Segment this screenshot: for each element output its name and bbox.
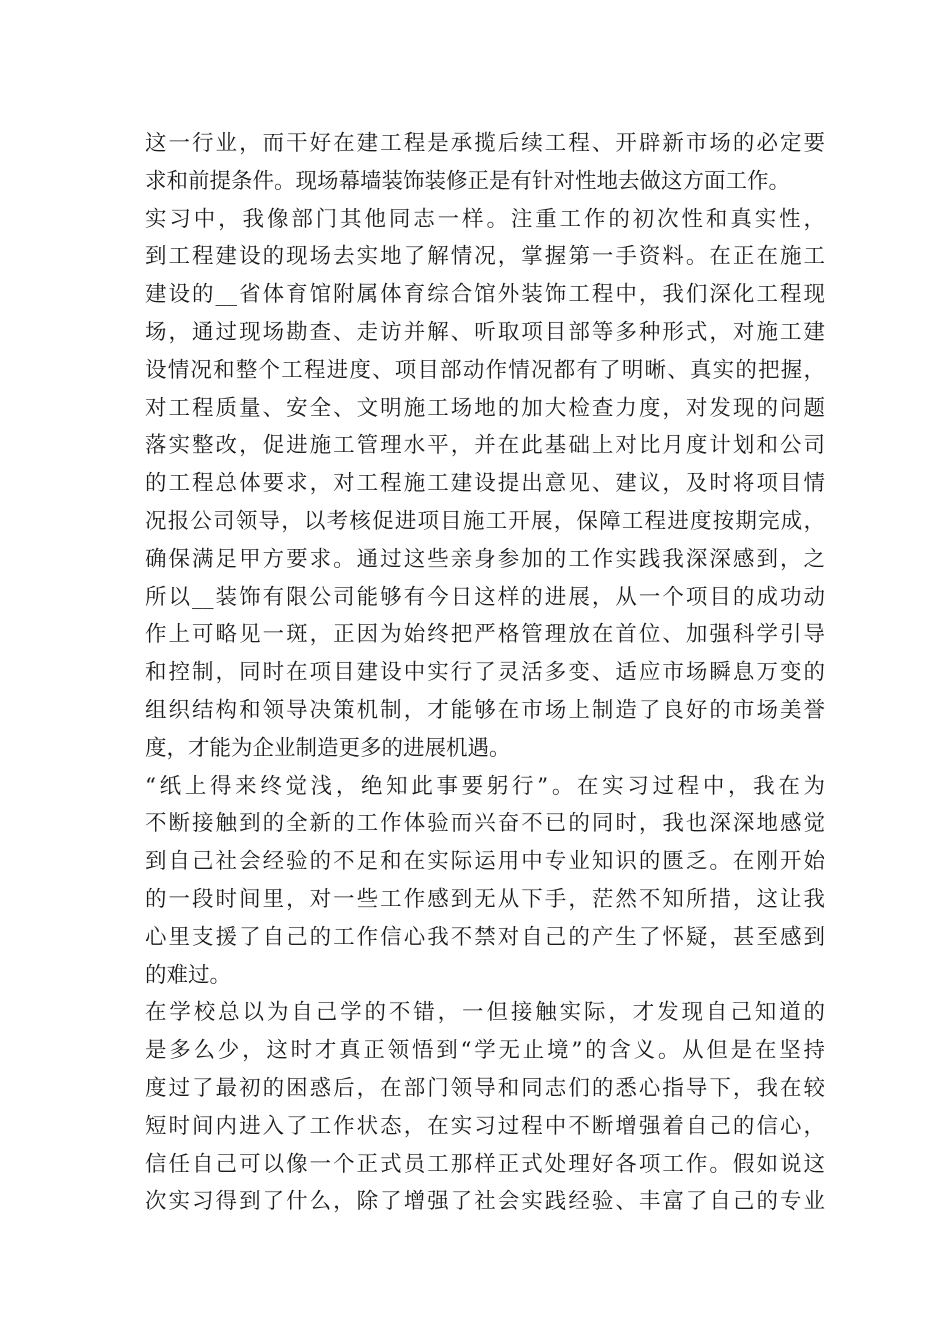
- text-line: 在学校总以为自己学的不错，一但接触实际，才发现自己知道的: [145, 1000, 825, 1026]
- document-body: [145, 125, 825, 1221]
- text-line: 的难过。: [145, 962, 232, 988]
- text-line: 所以__装饰有限公司能够有今日这样的进展，从一个项目的成功动: [145, 584, 825, 610]
- text-line: 的一段时间里，对一些工作感到无从下手，茫然不知所措，这让我: [145, 886, 825, 912]
- text-line: 确保满足甲方要求。通过这些亲身参加的工作实践我深深感到，之: [145, 546, 825, 572]
- text-line: 这一行业，而干好在建工程是承揽后续工程、开辟新市场的必定要: [145, 131, 825, 156]
- text-line: 建设的__省体育馆附属体育综合馆外装饰工程中，我们深化工程现: [145, 282, 825, 308]
- text-line: 设情况和整个工程进度、项目部动作情况都有了明晰、真实的把握，: [145, 357, 825, 383]
- text-line: 是多么少，这时才真正领悟到“学无止境”的含义。从但是在坚持: [145, 1038, 825, 1064]
- text-line: 短时间内进入了工作状态，在实习过程中不断增强着自己的信心，: [145, 1113, 825, 1139]
- text-line: 和控制，同时在项目建设中实行了灵活多变、适应市场瞬息万变的: [145, 660, 825, 686]
- text-line: 况报公司领导，以考核促进项目施工开展，保障工程进度按期完成，: [145, 508, 825, 534]
- text-line: 度过了最初的困惑后，在部门领导和同志们的悉心指导下，我在较: [145, 1075, 825, 1101]
- text-line: 对工程质量、安全、文明施工场地的加大检查力度，对发现的问题: [145, 395, 825, 421]
- text-line: 求和前提条件。现场幕墙装饰装修正是有针对性地去做这方面工作。: [145, 168, 791, 194]
- text-line: 场，通过现场勘查、走访并解、听取项目部等多种形式，对施工建: [145, 319, 825, 345]
- text-line: 到工程建设的现场去实地了解情况，掌握第一手资料。在正在施工: [145, 244, 825, 270]
- text-line: 不断接触到的全新的工作体验而兴奋不已的同时，我也深深地感觉: [145, 811, 825, 837]
- text-line: 落实整改，促进施工管理水平，并在此基础上对比月度计划和公司: [145, 433, 825, 459]
- text-line: “纸上得来终觉浅，绝知此事要躬行”。在实习过程中，我在为: [145, 773, 825, 799]
- text-line: 度，才能为企业制造更多的进展机遇。: [145, 735, 511, 761]
- text-line: 信任自己可以像一个正式员工那样正式处理好各项工作。假如说这: [145, 1151, 825, 1177]
- text-line: 实习中，我像部门其他同志一样。注重工作的初次性和真实性，: [145, 206, 825, 232]
- text-line: 的工程总体要求，对工程施工建设提出意见、建议，及时将项目情: [145, 471, 825, 497]
- text-line: 组织结构和领导决策机制，才能够在市场上制造了良好的市场美誉: [145, 697, 825, 723]
- text-line: 到自己社会经验的不足和在实际运用中专业知识的匮乏。在刚开始: [145, 849, 825, 875]
- text-line: 次实习得到了什么，除了增强了社会实践经验、丰富了自己的专业: [145, 1189, 825, 1215]
- text-line: 心里支援了自己的工作信心我不禁对自己的产生了怀疑，甚至感到: [145, 924, 825, 950]
- text-line: 作上可略见一斑，正因为始终把严格管理放在首位、加强科学引导: [145, 622, 825, 648]
